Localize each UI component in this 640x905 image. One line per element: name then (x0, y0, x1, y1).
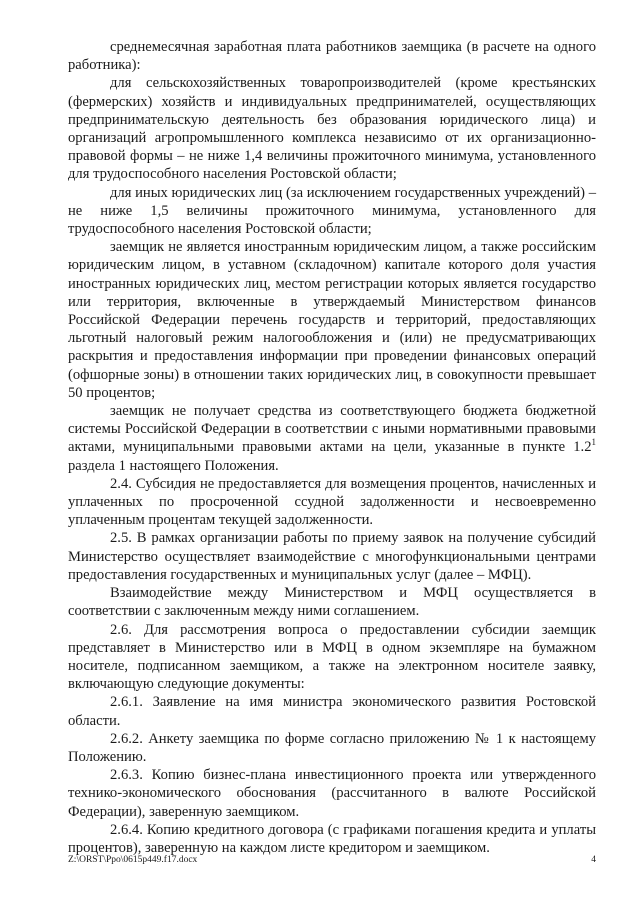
paragraph: для сельскохозяйственных товаропроизводителей (кроме крестьянских (фермерских) хозяйств и индивидуальных предпринимателей, осуществляющих предпринимательскую деятельность без образования юридического лица) и организаций агропромышленного комплекса независимо от их организационно-правовой формы – не ниже 1,4 величины прожиточного минимума, установленного для трудоспособного населения Ростовской области; (68, 75, 596, 183)
superscript: 1 (591, 437, 596, 448)
paragraph-text: заемщик не получает средства из соответствующего бюджета бюджетной системы Российской Федерации в соответствии с иными нормативными правовыми актами, муниципальными правовыми актами на цели, указанные в пункте 1.2 (68, 403, 596, 456)
paragraph: 2.6. Для рассмотрения вопроса о предоставлении субсидии заемщик представляет в Министерство или в МФЦ в одном экземпляре на бумажном носителе, подписанном заемщиком, а также на электронном носителе заявку, включающую следующие документы: (68, 621, 596, 693)
paragraph: Взаимодействие между Министерством и МФЦ осуществляется в соответствии с заключенным между ними соглашением. (68, 585, 596, 620)
paragraph (68, 402, 596, 475)
document-body (68, 38, 596, 857)
paragraph: 2.6.3. Копию бизнес-плана инвестиционного проекта или утвержденного технико-экономического обоснования (рассчитанного в валюте Российской Федерации), заверенную заемщиком. (68, 767, 596, 820)
page-number: 4 (591, 855, 596, 865)
paragraph: для иных юридических лиц (за исключением государственных учреждений) – не ниже 1,5 величины прожиточного минимума, установленного для трудоспособного населения Ростовской области; (68, 184, 596, 238)
paragraph: 2.6.4. Копию кредитного договора (с графиками погашения кредита и уплаты процентов), заверенную на каждом листе кредитором и заемщиком. (68, 821, 596, 856)
file-path: Z:\ORST\Ppo\0615p449.f17.docx (68, 855, 198, 865)
paragraph: 2.6.2. Анкету заемщика по форме согласно приложению № 1 к настоящему Положению. (68, 730, 596, 765)
paragraph: среднемесячная заработная плата работников заемщика (в расчете на одного работника): (68, 39, 596, 74)
paragraph: заемщик не является иностранным юридическим лицом, а также российским юридическим лицом, в уставном (складочном) капитале которого доля участия иностранных юридических лиц, местом регистрации которых является государство или территория, включенные в утверждаемый Министерством финансов Российской Федерации перечень государств и территорий, предоставляющих льготный налоговый режим налогообложения и (или) не предусматривающих раскрытия и предоставления информации при проведении финансовых операций (офшорные зоны) в отношении таких юридических лиц, в совокупности превышает 50 процентов; (68, 239, 596, 401)
page-footer (68, 855, 596, 865)
paragraph: 2.4. Субсидия не предоставляется для возмещения процентов, начисленных и уплаченных по просроченной ссудной задолженности и несвоевременно уплаченным процентам текущей задолженности. (68, 475, 596, 529)
paragraph-text: раздела 1 настоящего Положения. (68, 457, 279, 474)
paragraph: 2.6.1. Заявление на имя министра экономического развития Ростовской области. (68, 694, 596, 729)
paragraph: 2.5. В рамках организации работы по приему заявок на получение субсидий Министерство осуществляет взаимодействие с многофункциональными центрами предоставления государственных и муниципальных услуг (далее – МФЦ). (68, 530, 596, 583)
